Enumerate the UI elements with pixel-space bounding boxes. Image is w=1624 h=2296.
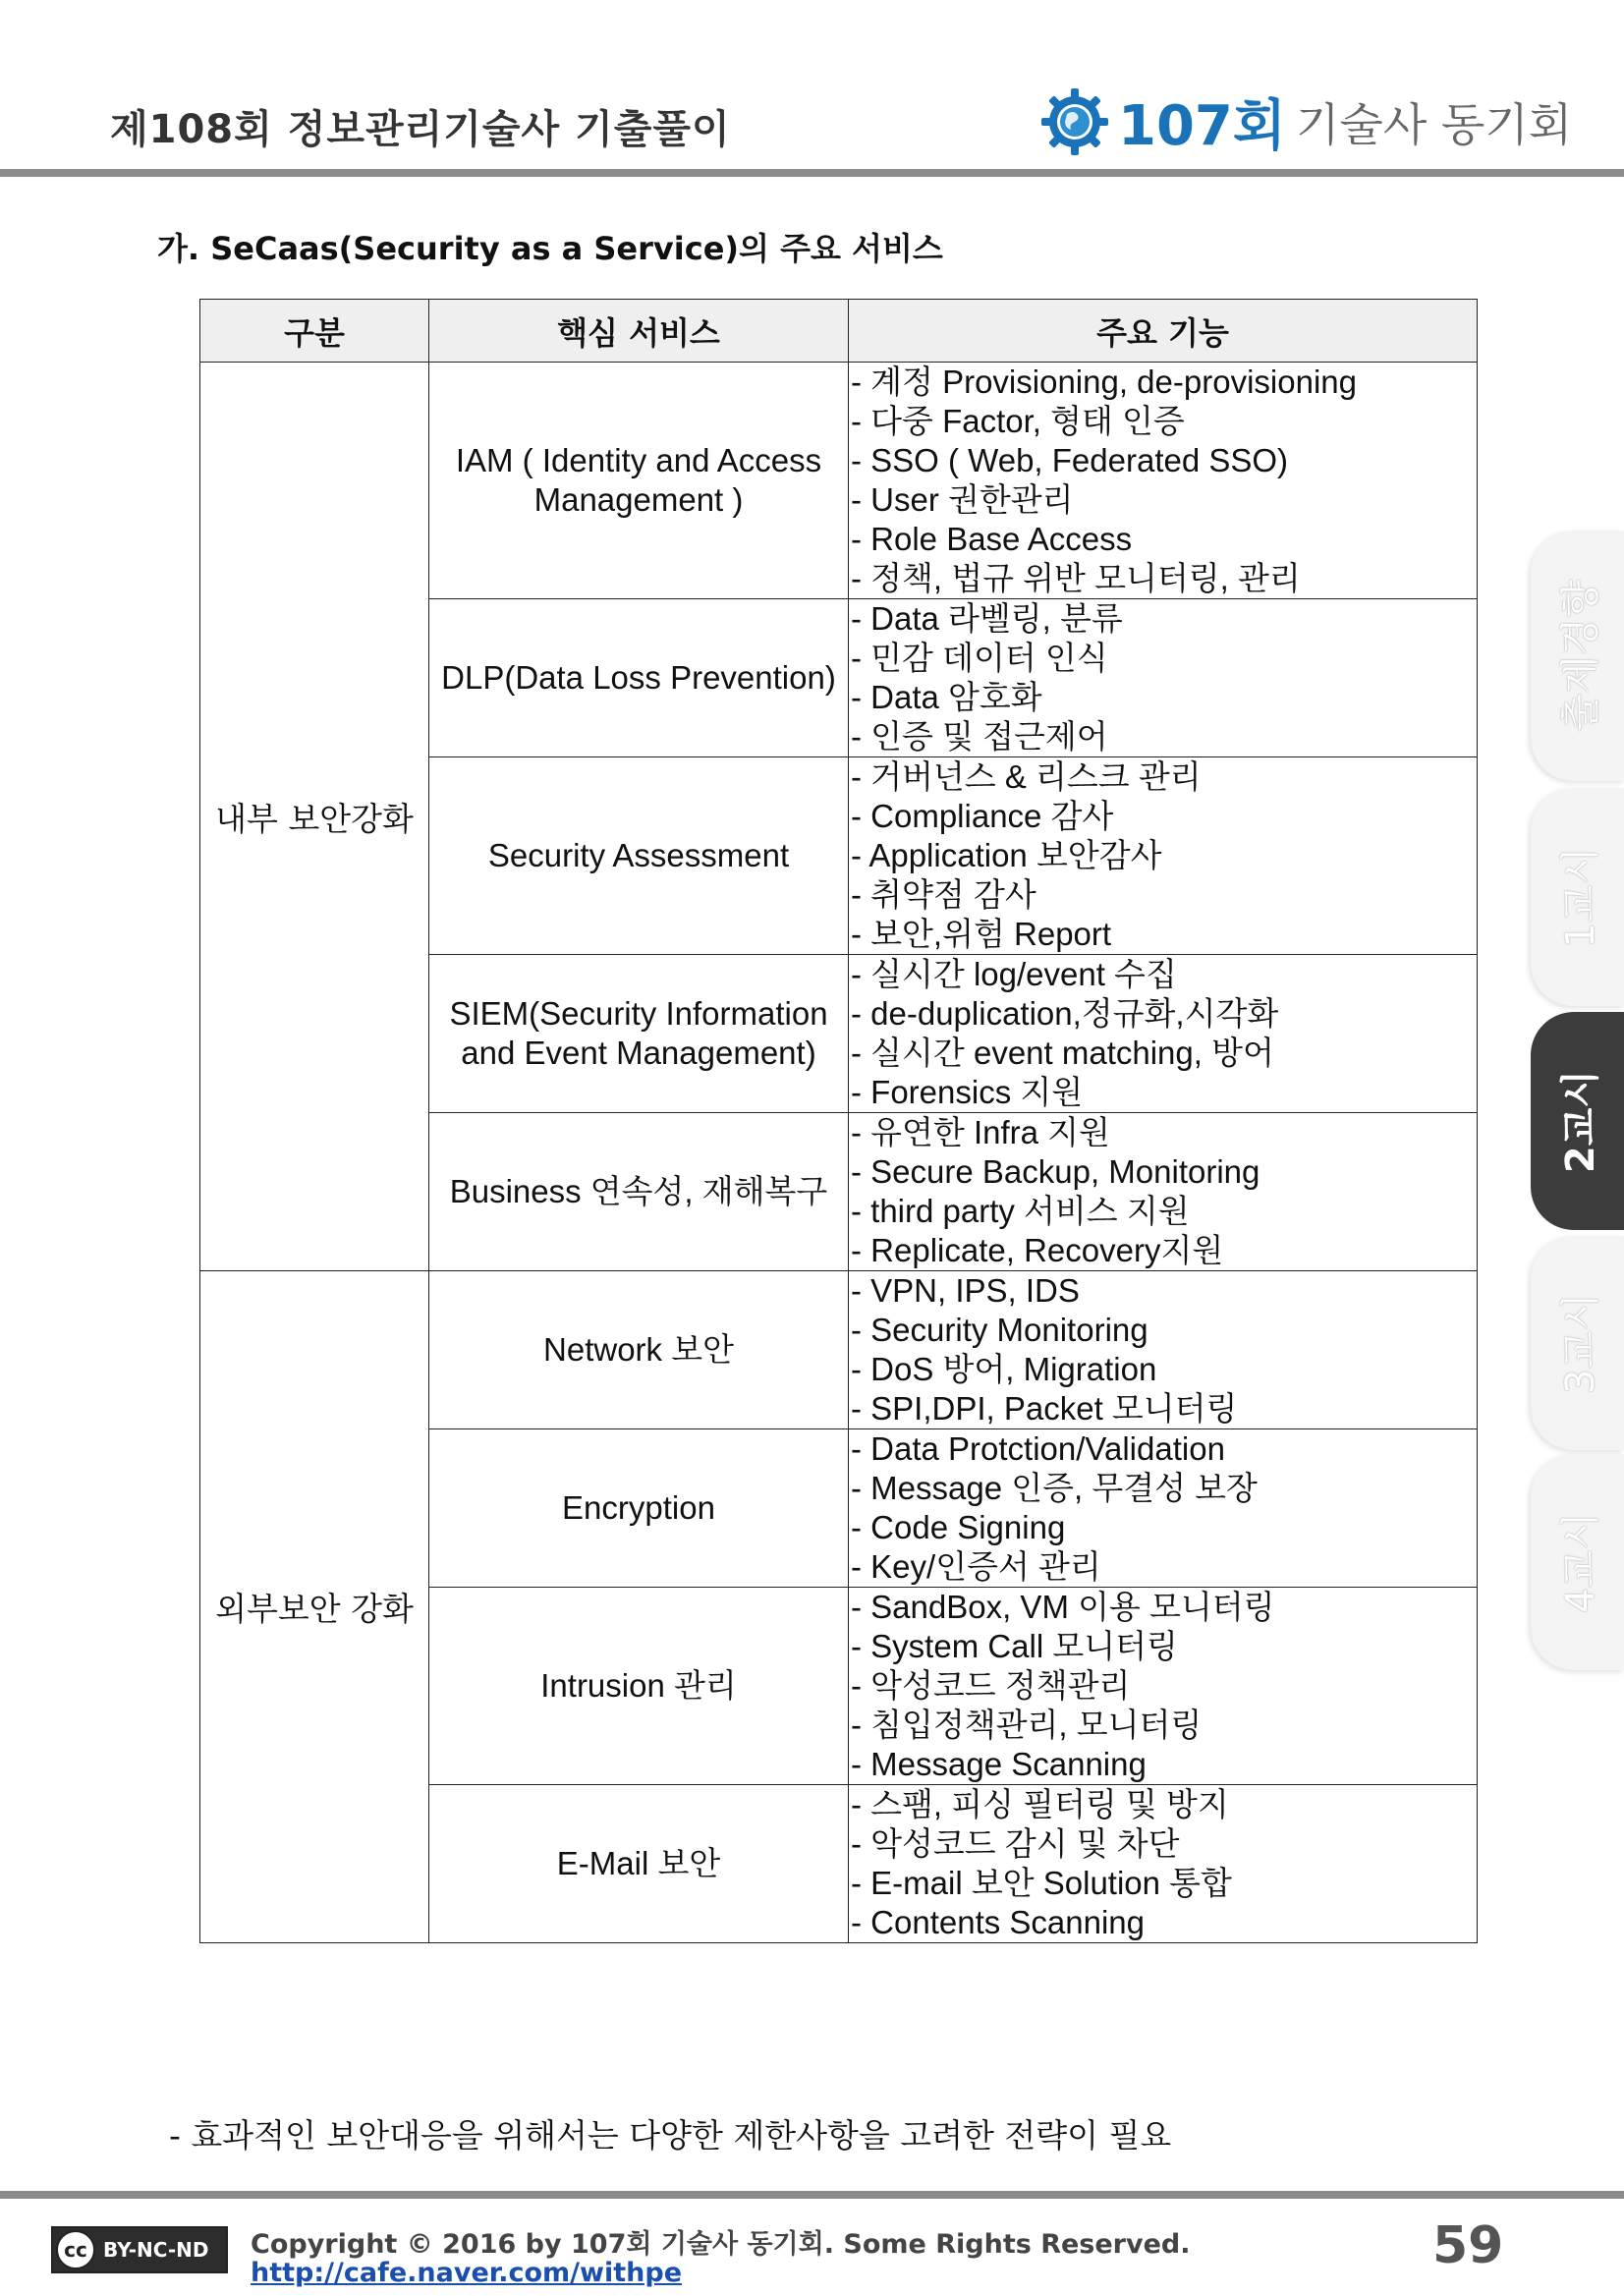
side-tab-label: 4교시 bbox=[1558, 1511, 1604, 1613]
side-tab-5[interactable] bbox=[1531, 1454, 1624, 1670]
category-cell: 내부 보안강화 bbox=[200, 363, 429, 1271]
brand-text: 기술사 동기회 bbox=[1296, 98, 1573, 151]
feature-item: - Secure Backup, Monitoring bbox=[851, 1153, 1260, 1190]
feature-item: - Compliance 감사 bbox=[851, 798, 1114, 834]
feature-item: - SPI,DPI, Packet 모니터링 bbox=[851, 1390, 1238, 1427]
header-divider bbox=[0, 169, 1624, 177]
feature-item: - 실시간 event matching, 방어 bbox=[851, 1035, 1274, 1071]
features-list bbox=[851, 1271, 1477, 1428]
side-tab-1[interactable] bbox=[1531, 531, 1624, 781]
cafe-link[interactable]: http://cafe.naver.com/withpe bbox=[251, 2258, 683, 2288]
feature-item: - Security Monitoring bbox=[851, 1312, 1148, 1348]
feature-item: - User 권한관리 bbox=[851, 481, 1074, 518]
table-header-row bbox=[200, 300, 1478, 363]
feature-item: - SSO ( Web, Federated SSO) bbox=[851, 442, 1289, 478]
category-cell: 외부보안 강화 bbox=[200, 1271, 429, 1943]
side-tab-label: 출제경향 bbox=[1558, 580, 1603, 732]
column-header-service: 핵심 서비스 bbox=[429, 300, 849, 363]
brand-logo-group bbox=[1039, 83, 1572, 161]
section-heading: 가. SeCaas(Security as a Service)의 주요 서비스 bbox=[157, 230, 943, 267]
side-tab-label: 1교시 bbox=[1558, 846, 1604, 948]
features-cell bbox=[849, 599, 1478, 757]
feature-item: - Data 암호화 bbox=[851, 679, 1042, 715]
table-body bbox=[200, 363, 1478, 1943]
feature-item: - Application 보안감사 bbox=[851, 837, 1162, 873]
feature-item: - SandBox, VM 이용 모니터링 bbox=[851, 1589, 1275, 1625]
features-list bbox=[851, 599, 1477, 756]
feature-item: - Forensics 지원 bbox=[851, 1074, 1084, 1110]
feature-item: - 취약점 감사 bbox=[851, 876, 1036, 913]
feature-item: - 계정 Provisioning, de-provisioning bbox=[851, 364, 1357, 400]
feature-item: - Message Scanning bbox=[851, 1746, 1147, 1782]
service-line: Management ) bbox=[533, 481, 744, 518]
feature-item: - 인증 및 접근제어 bbox=[851, 718, 1108, 755]
license-badge-label: BY-NC-ND bbox=[103, 2238, 209, 2262]
feature-item: - Role Base Access bbox=[851, 521, 1133, 557]
side-tab-3[interactable] bbox=[1531, 1012, 1624, 1230]
feature-item: - 악성코드 정책관리 bbox=[851, 1667, 1131, 1704]
page-number: 59 bbox=[1432, 2216, 1504, 2275]
table-row bbox=[200, 1271, 1478, 1429]
service-line: E-Mail 보안 bbox=[556, 1845, 721, 1881]
feature-item: - 정책, 법규 위반 모니터링, 관리 bbox=[851, 560, 1301, 596]
features-cell bbox=[849, 1588, 1478, 1785]
feature-item: - Data Protction/Validation bbox=[851, 1430, 1225, 1467]
feature-item: - Contents Scanning bbox=[851, 1904, 1146, 1940]
page-header bbox=[0, 0, 1624, 187]
service-cell bbox=[429, 1785, 849, 1943]
feature-item: - Key/인증서 관리 bbox=[851, 1548, 1101, 1585]
features-cell bbox=[849, 1785, 1478, 1943]
services-table-container bbox=[199, 299, 1477, 1943]
document-title: 제108회 정보관리기술사 기출풀이 bbox=[110, 107, 731, 152]
features-list bbox=[851, 955, 1477, 1112]
service-cell bbox=[429, 955, 849, 1113]
feature-item: - Code Signing bbox=[851, 1509, 1066, 1545]
feature-item: - E-mail 보안 Solution 통합 bbox=[851, 1865, 1232, 1901]
service-line: Business 연속성, 재해복구 bbox=[449, 1173, 828, 1209]
features-list bbox=[851, 757, 1477, 954]
footer-divider bbox=[0, 2191, 1624, 2199]
service-cell bbox=[429, 1113, 849, 1271]
gear-globe-icon bbox=[1039, 86, 1110, 157]
features-list bbox=[851, 1588, 1477, 1784]
column-header-features: 주요 기능 bbox=[849, 300, 1478, 363]
side-tab-4[interactable] bbox=[1531, 1236, 1624, 1450]
feature-item: - 다중 Factor, 형태 인증 bbox=[851, 403, 1185, 439]
feature-item: - 실시간 log/event 수집 bbox=[851, 956, 1177, 992]
feature-item: - Replicate, Recovery지원 bbox=[851, 1232, 1224, 1268]
service-line: Network 보안 bbox=[543, 1331, 734, 1368]
features-cell bbox=[849, 1113, 1478, 1271]
feature-item: - 유연한 Infra 지원 bbox=[851, 1114, 1110, 1150]
service-cell bbox=[429, 1588, 849, 1785]
features-list bbox=[851, 1113, 1477, 1270]
license-badge bbox=[51, 2226, 228, 2273]
features-cell bbox=[849, 363, 1478, 599]
cc-icon: cc bbox=[56, 2230, 95, 2269]
features-cell bbox=[849, 1429, 1478, 1588]
service-line: IAM ( Identity and Access bbox=[455, 442, 822, 478]
service-cell bbox=[429, 1271, 849, 1429]
feature-item: - 악성코드 감시 및 차단 bbox=[851, 1825, 1180, 1862]
feature-item: - VPN, IPS, IDS bbox=[851, 1272, 1080, 1309]
feature-item: - Data 라벨링, 분류 bbox=[851, 600, 1123, 637]
service-line: Security Assessment bbox=[487, 837, 790, 873]
copyright-text: Copyright © 2016 by 107회 기술사 동기회. Some Rights Reserved. bbox=[251, 2229, 1191, 2260]
features-list bbox=[851, 363, 1477, 598]
table-row bbox=[200, 363, 1478, 599]
side-tab-label: 2교시 bbox=[1558, 1069, 1603, 1173]
side-tab-2[interactable] bbox=[1531, 788, 1624, 1006]
service-cell bbox=[429, 1429, 849, 1588]
side-tab-label: 3교시 bbox=[1558, 1292, 1604, 1394]
service-line: SIEM(Security Information bbox=[449, 995, 828, 1032]
feature-item: - de-duplication,정규화,시각화 bbox=[851, 995, 1279, 1032]
feature-item: - System Call 모니터링 bbox=[851, 1628, 1178, 1664]
service-cell bbox=[429, 757, 849, 955]
feature-item: - Message 인증, 무결성 보장 bbox=[851, 1470, 1258, 1506]
feature-item: - 민감 데이터 인식 bbox=[851, 640, 1108, 676]
features-cell bbox=[849, 955, 1478, 1113]
service-line: Encryption bbox=[562, 1489, 715, 1526]
features-cell bbox=[849, 757, 1478, 955]
feature-item: - 거버넌스 & 리스크 관리 bbox=[851, 758, 1202, 795]
feature-item: - third party 서비스 지원 bbox=[851, 1193, 1190, 1229]
features-list bbox=[851, 1429, 1477, 1587]
feature-item: - 보안,위험 Report bbox=[851, 916, 1112, 952]
feature-item: - 스팸, 피싱 필터링 및 방지 bbox=[851, 1786, 1229, 1822]
feature-item: - 침입정책관리, 모니터링 bbox=[851, 1707, 1203, 1743]
features-cell bbox=[849, 1271, 1478, 1429]
service-cell bbox=[429, 363, 849, 599]
service-cell bbox=[429, 599, 849, 757]
features-list bbox=[851, 1785, 1477, 1942]
summary-note: - 효과적인 보안대응을 위해서는 다양한 제한사항을 고려한 전략이 필요 bbox=[169, 2116, 1172, 2155]
feature-item: - DoS 방어, Migration bbox=[851, 1351, 1157, 1387]
brand-number: 107회 bbox=[1118, 94, 1286, 158]
service-line: Intrusion 관리 bbox=[540, 1667, 737, 1704]
service-line: and Event Management) bbox=[461, 1035, 816, 1071]
column-header-category: 구분 bbox=[200, 300, 429, 363]
services-table bbox=[199, 299, 1478, 1943]
service-line: DLP(Data Loss Prevention) bbox=[441, 659, 836, 696]
